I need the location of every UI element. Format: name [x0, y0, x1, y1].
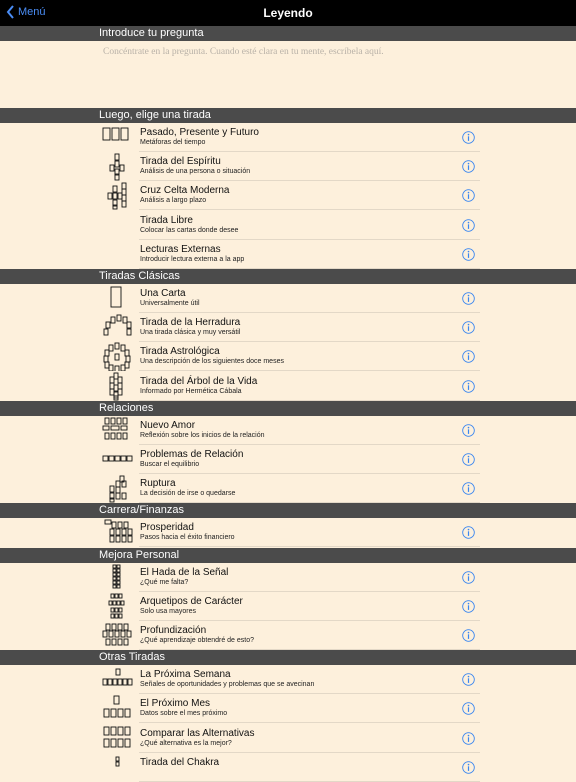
spread-row[interactable]: [0, 313, 576, 342]
spread-title: Una Carta: [140, 288, 186, 299]
info-icon[interactable]: [462, 732, 475, 745]
question-input[interactable]: [0, 41, 576, 108]
fairy-sign-icon: [100, 563, 134, 592]
spread-subtitle: Una tirada clásica y muy versátil: [140, 329, 241, 337]
spread-subtitle: La decisión de irse o quedarse: [140, 490, 236, 498]
spread-title: El Próximo Mes: [140, 698, 211, 710]
spread-title: Tirada del Chakra: [140, 756, 220, 768]
spread-title: Tirada de la Herradura: [140, 317, 241, 329]
spread-row[interactable]: [0, 445, 576, 474]
spread-row[interactable]: [0, 724, 576, 753]
section-header: Luego, elige una tirada: [0, 108, 576, 123]
spread-row[interactable]: [0, 284, 576, 313]
spread-title: Tirada del Árbol de la Vida: [140, 375, 258, 387]
spread-title: Tirada Astrológica: [140, 346, 220, 358]
spread-subtitle: Universalmente útil: [140, 300, 200, 307]
spread-subtitle: Solo usa mayores: [140, 607, 197, 615]
spread-subtitle: ¿Qué aprendizaje obtendré de esto?: [140, 637, 255, 644]
relationship-icon: [100, 445, 134, 474]
next-week-icon: [100, 665, 134, 694]
spread-subtitle: ¿Qué alternativa es la mejor?: [140, 739, 232, 747]
archetypes-icon: [100, 592, 134, 621]
info-icon[interactable]: [462, 189, 475, 202]
spread-subtitle: Pasos hacia el éxito financiero: [140, 534, 235, 542]
spread-row[interactable]: [0, 665, 576, 694]
spread-subtitle: Buscar el equilibrio: [140, 461, 200, 468]
astrological-icon: [100, 342, 134, 371]
info-icon[interactable]: [462, 424, 475, 437]
spread-title: Cruz Celta Moderna: [140, 185, 230, 197]
section-header: Otras Tiradas: [0, 650, 576, 665]
info-icon[interactable]: [462, 761, 475, 774]
nav-bar: [0, 0, 576, 26]
spread-title: Arquetipos de Carácter: [140, 595, 243, 607]
info-icon[interactable]: [462, 600, 475, 613]
prosperity-icon: [100, 518, 134, 547]
spread-row[interactable]: [0, 240, 576, 269]
spread-row[interactable]: [0, 753, 576, 782]
info-icon[interactable]: [462, 248, 475, 261]
question-placeholder: Concéntrate en la pregunta. Cuando esté clara en tu mente, escríbela aquí.: [103, 47, 384, 57]
info-icon[interactable]: [462, 380, 475, 393]
spread-row[interactable]: [0, 592, 576, 621]
spread-row[interactable]: [0, 181, 576, 210]
section-header: Tiradas Clásicas: [0, 269, 576, 284]
breakup-icon: [100, 474, 134, 503]
info-icon[interactable]: [462, 629, 475, 642]
spread-row[interactable]: [0, 694, 576, 723]
page-title: Leyendo: [263, 6, 313, 20]
section-header: Carrera/Finanzas: [0, 503, 576, 518]
section-header: Mejora Personal: [0, 548, 576, 563]
spread-title: Tirada Libre: [140, 214, 193, 226]
spread-row[interactable]: [0, 211, 576, 240]
spread-row[interactable]: [0, 621, 576, 650]
compare-icon: [100, 724, 134, 753]
celtic-cross-icon: [100, 181, 134, 210]
spread-subtitle: Análisis a largo plazo: [140, 197, 207, 205]
new-love-icon: [100, 416, 134, 445]
spread-row[interactable]: [0, 372, 576, 401]
back-label: Menú: [18, 6, 46, 18]
spread-row[interactable]: [0, 474, 576, 503]
info-icon[interactable]: [462, 482, 475, 495]
spread-subtitle: Señales de oportunidades y problemas que se avecinan: [140, 681, 315, 689]
info-icon[interactable]: [462, 219, 475, 232]
info-icon[interactable]: [462, 571, 475, 584]
spread-title: Prosperidad: [140, 522, 194, 534]
tree-of-life-icon: [100, 372, 134, 401]
info-icon[interactable]: [462, 453, 475, 466]
info-icon[interactable]: [462, 292, 475, 305]
chakra-icon: [100, 753, 134, 782]
section-header: Relaciones: [0, 401, 576, 416]
spread-title: Pasado, Presente y Futuro: [140, 127, 259, 138]
spread-subtitle: Colocar las cartas donde desee: [140, 226, 239, 234]
spread-subtitle: ¿Qué me falta?: [140, 578, 189, 586]
deepening-icon: [100, 621, 134, 650]
spread-title: Tirada del Espíritu: [140, 156, 221, 168]
spread-row[interactable]: [0, 563, 576, 592]
info-icon[interactable]: [462, 131, 475, 144]
next-month-icon: [100, 694, 134, 723]
spirit-spread-icon: [100, 152, 134, 181]
spread-subtitle: Reflexión sobre los inicios de la relación: [140, 431, 265, 439]
spread-subtitle: Informado por Hermética Cábala: [140, 387, 242, 395]
spread-row[interactable]: [0, 518, 576, 547]
spread-title: Nuevo Amor: [140, 419, 196, 431]
info-icon[interactable]: [462, 350, 475, 363]
spread-row[interactable]: [0, 342, 576, 371]
spread-row[interactable]: [0, 416, 576, 445]
spread-subtitle: Metáforas del tiempo: [140, 139, 206, 146]
info-icon[interactable]: [462, 526, 475, 539]
spread-subtitle: Una descripción de los siguientes doce meses: [140, 358, 284, 366]
spread-title: La Próxima Semana: [140, 669, 231, 681]
spread-title: Problemas de Relación: [140, 449, 244, 460]
info-icon[interactable]: [462, 160, 475, 173]
spread-subtitle: Introducir lectura externa a la app: [140, 255, 245, 263]
horseshoe-icon: [100, 313, 134, 342]
spread-title: Comparar las Alternativas: [140, 727, 255, 739]
three-cards-icon: [100, 123, 134, 152]
spread-subtitle: Análisis de una persona o situación: [140, 168, 251, 176]
spread-row[interactable]: [0, 152, 576, 181]
spread-row[interactable]: [0, 123, 576, 152]
spread-subtitle: Datos sobre el mes próximo: [140, 710, 228, 718]
spread-title: Lecturas Externas: [140, 243, 221, 255]
question-header: Introduce tu pregunta: [0, 26, 576, 41]
spread-title: Profundización: [140, 625, 207, 636]
spread-title: El Hada de la Señal: [140, 566, 229, 578]
info-icon[interactable]: [462, 702, 475, 715]
info-icon[interactable]: [462, 673, 475, 686]
single-card-icon: [100, 284, 134, 313]
spread-title: Ruptura: [140, 478, 176, 490]
info-icon[interactable]: [462, 321, 475, 334]
